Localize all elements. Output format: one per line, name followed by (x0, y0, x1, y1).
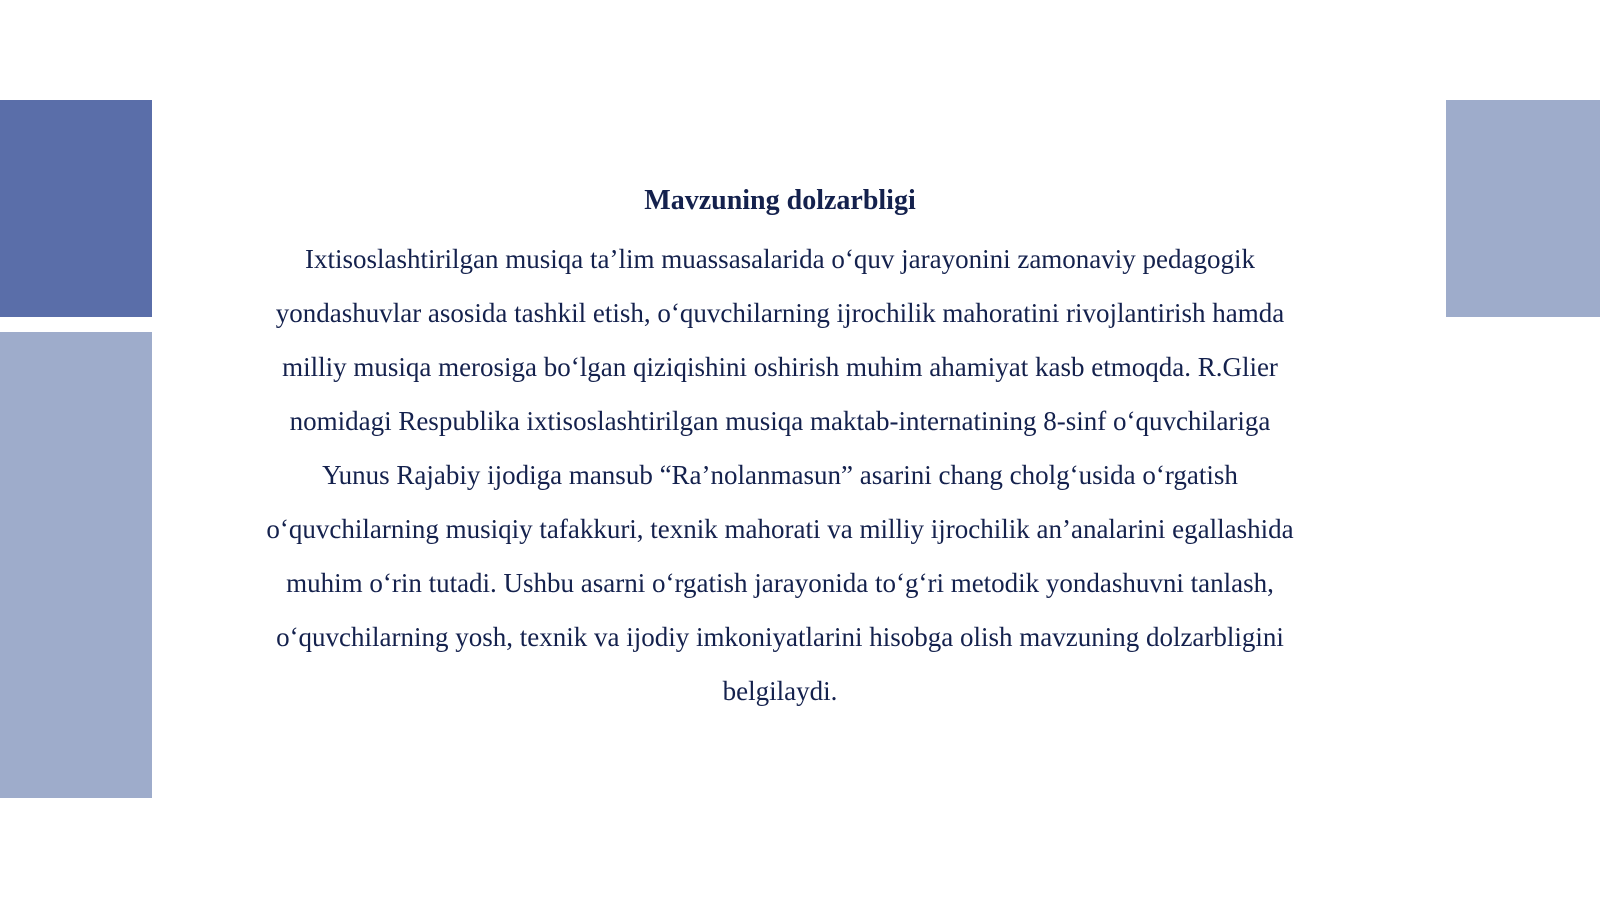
slide-content (190, 170, 1370, 718)
body-line-7: muhim o‘rin tutadi. Ushbu asarni o‘rgatish jarayonida to‘g‘ri metodik yondashuvni tanlash, (286, 568, 1274, 598)
body-line-4: nomidagi Respublika ixtisoslashtirilgan musiqa maktab-internatining 8-sinf o‘quvchilariga (289, 406, 1271, 436)
slide-title: Mavzuning dolzarbligi (644, 185, 916, 216)
body-line-8: o‘quvchilarning yosh, texnik va ijodiy imkoniyatlarini hisobga olish mavzuning dolzarbligini (276, 622, 1284, 652)
body-line-1: Ixtisoslashtirilgan musiqa ta’lim muassasalarida o‘quv jarayonini zamonaviy pedagogik (304, 244, 1256, 274)
body-line-5: Yunus Rajabiy ijodiga mansub “Ra’nolanmasun” asarini chang cholg‘usida o‘rgatish (322, 460, 1238, 490)
body-line-2: yondashuvlar asosida tashkil etish, o‘quvchilarning ijrochilik mahoratini rivojlantirish hamda (275, 298, 1285, 328)
decorative-block-left-bottom (0, 332, 152, 798)
slide-body-text (190, 232, 1370, 718)
decorative-block-left-top (0, 100, 152, 317)
decorative-block-right-top (1446, 100, 1600, 317)
body-line-9: belgilaydi. (722, 676, 838, 706)
body-line-6: o‘quvchilarning musiqiy tafakkuri, texnik mahorati va milliy ijrochilik an’analarini egallashida (266, 514, 1294, 544)
body-line-3: milliy musiqa merosiga bo‘lgan qiziqishini oshirish muhim ahamiyat kasb etmoqda. R.Glier (282, 352, 1278, 382)
